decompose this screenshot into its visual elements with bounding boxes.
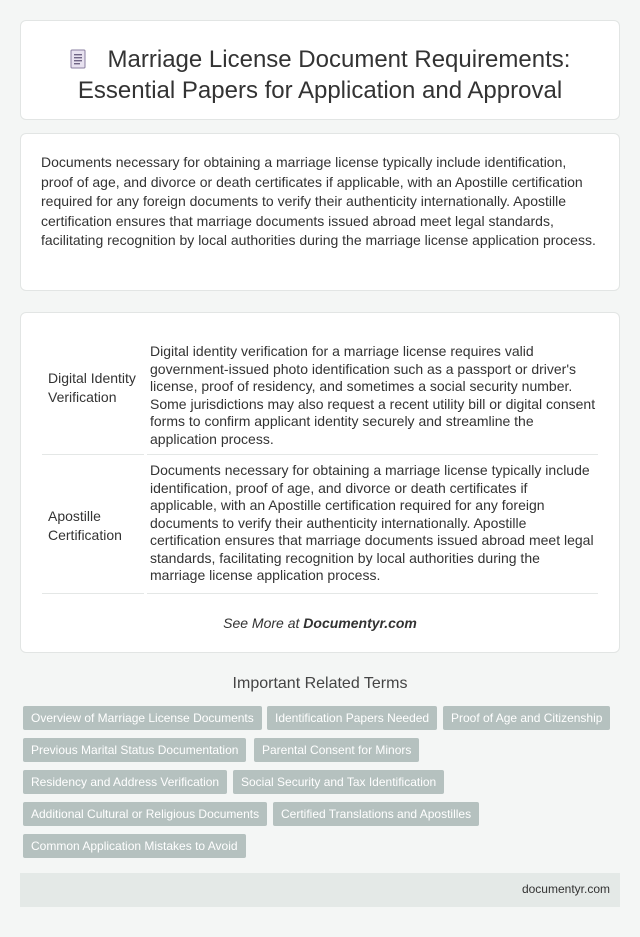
page-title-text: Marriage License Document Requirements: Essential Papers for Application and Approval	[77, 46, 571, 104]
description-cell: Digital identity verification for a marriage license requires valid government-issued photo identification such as a passport or driver's license, proof of residency, and sometimes a social security number. Some jurisdictions may also request a recent utility bill or digital consent forms to confirm applicant identity securely and streamline the application process.	[150, 343, 596, 447]
table-row	[42, 337, 598, 454]
related-tag[interactable]: Social Security and Tax Identification	[233, 770, 444, 794]
row-divider-gap	[144, 593, 147, 594]
see-more-link[interactable]: Documentyr.com	[303, 615, 417, 631]
related-tag[interactable]: Common Application Mistakes to Avoid	[23, 834, 246, 858]
related-tag[interactable]: Overview of Marriage License Documents	[23, 706, 262, 730]
description-cell: Documents necessary for obtaining a marriage license typically include identification, proof of age, and divorce or death certificates if applicable, with an Apostille certification required for any foreign documents to verify their authenticity internationally. Apostille certification ensures that marriage documents issued abroad meet legal standards, facilitating recognition by local authorities during the marriage license application process.	[150, 462, 594, 583]
term-cell: Apostille Certification	[48, 508, 122, 543]
related-tag[interactable]: Identification Papers Needed	[267, 706, 437, 730]
related-tag[interactable]: Additional Cultural or Religious Documents	[23, 802, 267, 826]
see-more-line	[21, 615, 619, 631]
document-icon	[70, 46, 86, 66]
footer-site[interactable]: documentyr.com	[521, 882, 610, 896]
related-tag[interactable]: Residency and Address Verification	[23, 770, 227, 794]
related-tag[interactable]: Proof of Age and Citizenship	[443, 706, 610, 730]
related-tag[interactable]: Certified Translations and Apostilles	[273, 802, 479, 826]
related-tag[interactable]: Previous Marital Status Documentation	[23, 738, 246, 762]
related-terms-heading: Important Related Terms	[232, 675, 408, 692]
page-title	[61, 44, 579, 106]
intro-paragraph: Documents necessary for obtaining a marriage license typically include identification, proof of age, and divorce or death certificates if applicable, with an Apostille certification required for any foreign documents to verify their authenticity internationally. Apostille certification ensures that marriage documents issued abroad meet legal standards, facilitating recognition by local authorities during the marriage license application process.	[41, 154, 596, 248]
term-cell: Digital Identity Verification	[48, 370, 136, 405]
table-row	[42, 455, 598, 593]
footer	[20, 873, 620, 907]
definition-table	[20, 312, 620, 653]
intro-card	[20, 133, 620, 291]
see-more-prefix: See More at	[223, 615, 304, 631]
row-divider	[42, 593, 598, 594]
related-tag[interactable]: Parental Consent for Minors	[254, 738, 419, 762]
title-card	[20, 20, 620, 120]
